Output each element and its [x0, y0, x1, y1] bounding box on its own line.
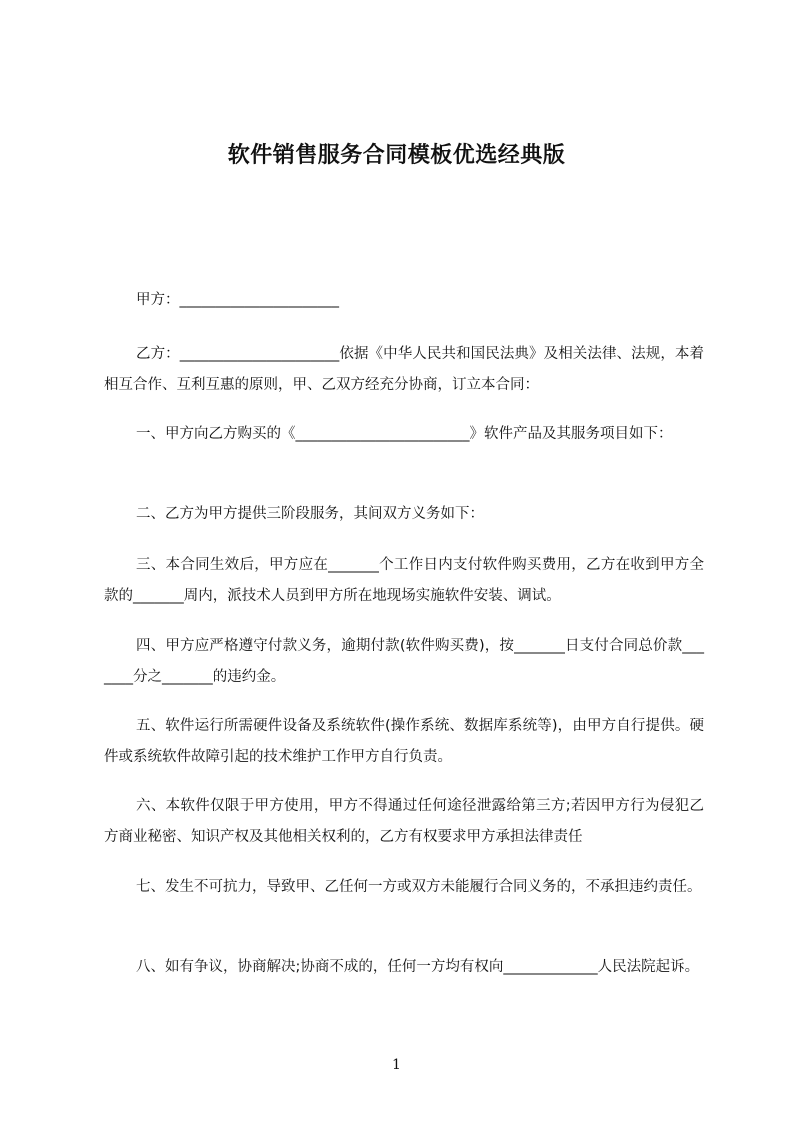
page-number: 1: [392, 1057, 401, 1073]
clause-1-purchase: 一、甲方向乙方购买的《________________________》软件产品及其服务项目如下：: [136, 426, 673, 442]
document-title: 软件销售服务合同模板优选经典版: [227, 143, 566, 168]
party-b-preamble: 乙方：______________________依据《中华人民共和国民法典》及相关法律、法规，本着相互合作、互利互惠的原则，甲、乙双方经充分协商，订立本合同：: [104, 346, 704, 393]
clause-6-confidentiality: 六、本软件仅限于甲方使用，甲方不得通过任何途径泄露给第三方;若因甲方行为侵犯乙方商业秘密、知识产权及其他相关权利的，乙方有权要求甲方承担法律责任: [104, 798, 704, 845]
clause-7-force-majeure: 七、发生不可抗力，导致甲、乙任何一方或双方未能履行合同义务的，不承担违约责任。: [136, 879, 702, 895]
clause-8-disputes: 八、如有争议，协商解决;协商不成的，任何一方均有权向_____________人民法院起诉。: [136, 959, 700, 975]
clause-2-services: 二、乙方为甲方提供三阶段服务，其间双方义务如下：: [136, 506, 484, 522]
clause-3-payment-install: 三、本合同生效后，甲方应在_______个工作日内支付软件购买费用，乙方在收到甲方全款的_______周内，派技术人员到甲方所在地现场实施软件安装、调试。: [104, 557, 704, 604]
clause-5-hardware: 五、软件运行所需硬件设备及系统软件(操作系统、数据库系统等)，由甲方自行提供。硬件或系统软件故障引起的技术维护工作甲方自行负责。: [104, 718, 704, 765]
clause-4-late-payment: 四、甲方应严格遵守付款义务，逾期付款(软件购买费)，按_______日支付合同总价款_______分之_______的违约金。: [104, 638, 704, 685]
party-a-line: 甲方：______________________: [136, 292, 339, 308]
